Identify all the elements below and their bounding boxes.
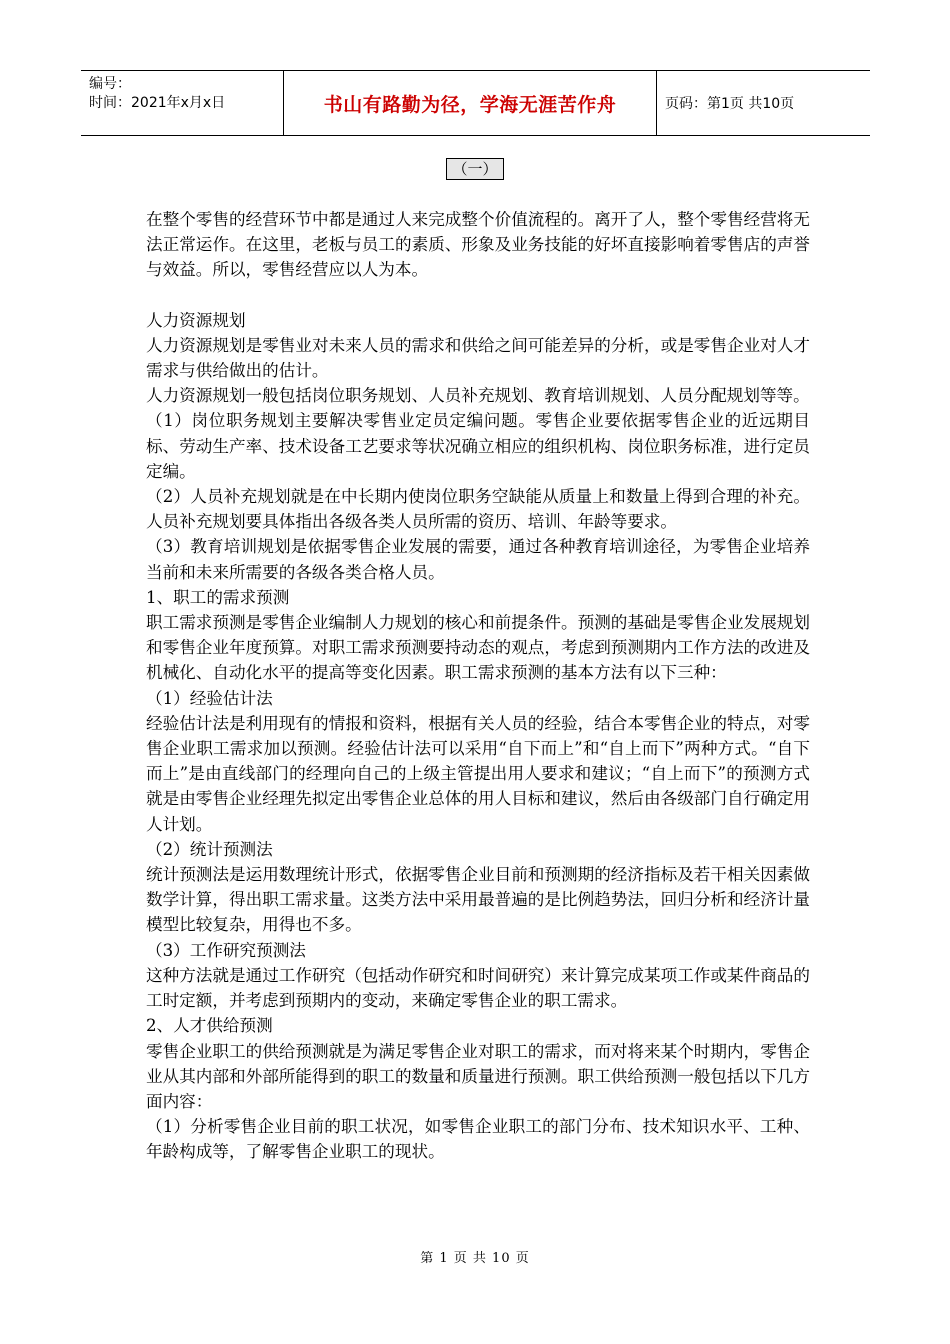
paragraph-work-study-method: 这种方法就是通过工作研究（包括动作研究和时间研究）来计算完成某项工作或某件商品的工时定额，并考虑到预期内的变动，来确定零售企业的职工需求。 xyxy=(146,965,810,1011)
paragraph-staff-supplement: （2）人员补充规划就是在中长期内使岗位职务空缺能从质量上和数量上得到合理的补充。人员补充规划要具体指出各级各类人员所需的资历、培训、年龄等要求。 xyxy=(146,487,810,532)
intro-paragraph: 在整个零售的经营环节中都是通过人来完成整个价值流程的。离开了人，整个零售经营将无法正常运作。在这里，老板与员工的素质、形象及业务技能的好坏直接影响着零售店的声誉与效益。所以，零售经营应以人为本。 xyxy=(146,210,810,280)
heading-experience-method: （1）经验估计法 xyxy=(146,688,273,708)
document-time-label: 时间：2021年x月x日 xyxy=(89,95,226,111)
document-number-label: 编号： xyxy=(89,76,131,92)
paragraph-staff-analysis: （1）分析零售企业目前的职工状况，如零售企业职工的部门分布、技术知识水平、工种、年龄构成等，了解零售企业职工的现状。 xyxy=(146,1117,810,1162)
heading-demand-forecast: 1、职工的需求预测 xyxy=(146,587,290,607)
paragraph-hr-scope: 人力资源规划一般包括岗位职务规划、人员补充规划、教育培训规划、人员分配规划等等。 xyxy=(146,386,810,406)
page-footer: 第 1 页 共 10 页 xyxy=(420,1251,530,1266)
paragraph-statistical-method: 统计预测法是运用数理统计形式，依据零售企业目前和预测期的经济指标及若干相关因素做数学计算，得出职工需求量。这类方法中采用最普遍的是比例趋势法，回归分析和经济计量模型比较复杂，用得也不多。 xyxy=(146,865,810,935)
header-table xyxy=(81,70,870,136)
section-label: （一） xyxy=(446,158,504,180)
header-motto: 书山有路勤为径，学海无涯苦作舟 xyxy=(284,71,657,135)
paragraph-hr-definition: 人力资源规划是零售业对未来人员的需求和供给之间可能差异的分析，或是零售企业对人才需求与供给做出的估计。 xyxy=(146,335,810,381)
document-body xyxy=(146,207,810,1165)
paragraph-demand-forecast: 职工需求预测是零售企业编制人力规划的核心和前提条件。预测的基础是零售企业发展规划和零售企业年度预算。对职工需求预测要持动态的观点，考虑到预测期内工作方法的改进及机械化、自动化水平的提高等变化因素。职工需求预测的基本方法有以下三种： xyxy=(146,613,810,683)
heading-statistical-method: （2）统计预测法 xyxy=(146,839,273,859)
paragraph-gap xyxy=(146,283,810,308)
paragraph-training-planning: （3）教育培训规划是依据零售企业发展的需要，通过各种教育培训途径，为零售企业培养当前和未来所需要的各级各类合格人员。 xyxy=(146,537,810,582)
heading-supply-forecast: 2、人才供给预测 xyxy=(146,1016,273,1036)
heading-hr-planning: 人力资源规划 xyxy=(146,310,246,330)
heading-work-study-method: （3）工作研究预测法 xyxy=(146,940,306,960)
paragraph-supply-forecast: 零售企业职工的供给预测就是为满足零售企业对职工的需求，而对将来某个时期内，零售企业从其内部和外部所能得到的职工的数量和质量进行预测。职工供给预测一般包括以下几方面内容： xyxy=(146,1041,810,1111)
header-meta-cell xyxy=(81,71,284,135)
header-page-info: 页码：第1页 共10页 xyxy=(665,96,795,112)
paragraph-position-planning: （1）岗位职务规划主要解决零售业定员定编问题。零售企业要依据零售企业的近远期目标、劳动生产率、技术设备工艺要求等状况确立相应的组织机构、岗位职务标准，进行定员定编。 xyxy=(146,411,810,481)
paragraph-experience-method: 经验估计法是利用现有的情报和资料，根据有关人员的经验，结合本零售企业的特点，对零售企业职工需求加以预测。经验估计法可以采用“自下而上”和“自上而下”两种方式。“自下而上”是由直线部门的经理向自己的上级主管提出用人要求和建议；“自上而下”的预测方式就是由零售企业经理先拟定出零售企业总体的用人目标和建议，然后由各级部门自行确定用人计划。 xyxy=(146,713,810,834)
